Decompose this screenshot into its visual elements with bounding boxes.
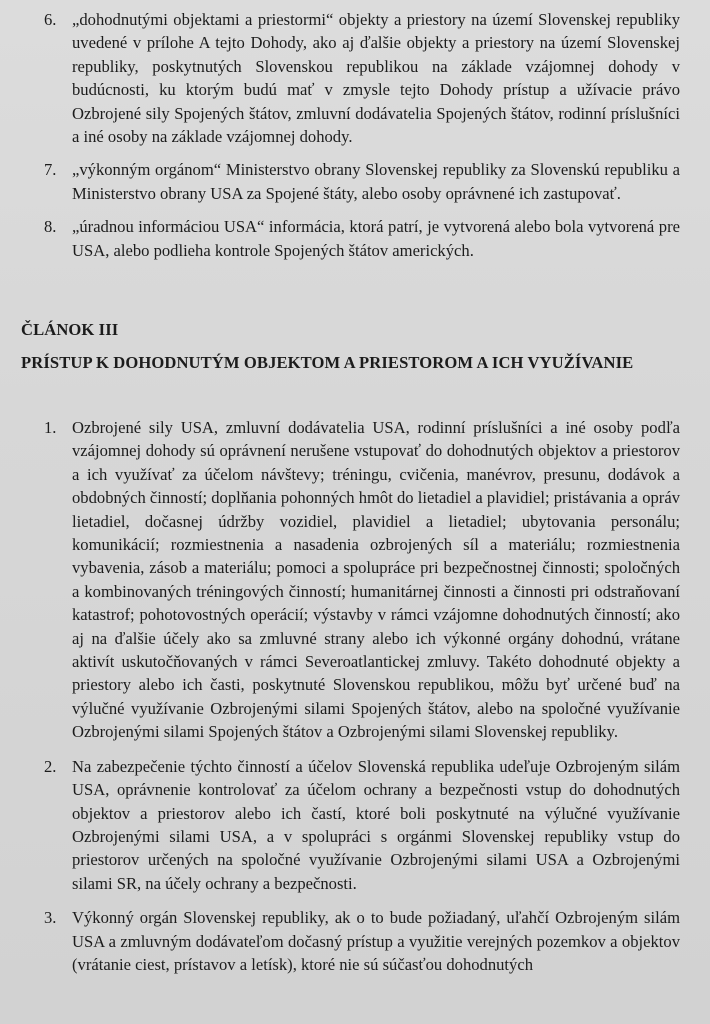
article-item-1 <box>40 416 680 744</box>
definition-item-6 <box>40 8 680 148</box>
article-item-2 <box>40 755 680 895</box>
item-number: 2. <box>44 756 57 776</box>
article-number: ČLÁNOK III <box>21 320 119 339</box>
item-text: „výkonným orgánom“ Ministerstvo obrany Slovenskej republiky za Slovenskú republiku a Ministerstvo obrany USA za Spojené štáty, alebo osoby oprávnené ich zastupovať. <box>72 160 680 203</box>
item-number: 8. <box>44 217 57 237</box>
item-number: 7. <box>44 160 57 180</box>
item-number: 1. <box>44 418 57 437</box>
item-text: Na zabezpečenie týchto činností a účelov Slovenská republika udeľuje Ozbrojeným silám USA, oprávnenie kontrolovať za účelom ochrany a bezpečnosti vstup do dohodnutých objektov a priestorov alebo ich častí, ktoré boli poskytnuté na výlučné využívanie Ozbrojenými silami USA, a v spolupráci s orgánmi Slovenskej republiky vstup do priestorov určených na spoločné využívanie Ozbrojenými silami USA a Ozbrojenými silami SR, na účely ochrany a bezpečnosti. <box>72 756 680 893</box>
article-title: PRÍSTUP K DOHODNUTÝM OBJEKTOM A PRIESTOROM A ICH VYUŽÍVANIE <box>21 353 634 372</box>
item-number: 6. <box>44 10 57 29</box>
definition-item-8 <box>40 215 680 262</box>
item-text: Ozbrojené sily USA, zmluvní dodávatelia USA, rodinní príslušníci a iné osoby podľa vzájomnej dohody sú oprávnení nerušene vstupovať do dohodnutých objektov a priestorov a ich využívať za účelom návštevy; tréningu, cvičenia, manévrov, presunu, dodávok a obdobných činností; doplňania pohonných hmôt do lietadiel a plavidiel; pristávania a opráv lietadiel, dočasnej údržby vozidiel, plavidiel a lietadiel; ubytovania personálu; komunikácií; rozmiestnenia a nasadenia ozbrojených síl a materiálu; rozmiestnenia vybavenia, zásob a materiálu; pomoci a spolupráce pri bezpečnostnej činnosti; spoločných a kombinovaných tréningových činností; humanitárnej činnosti a činnosti pri odstraňovaní katastrof; pohotovostných operácií; výstavby v rámci vzájomne dohodnutých činností; ako aj na ďalšie účely ako sa zmluvné strany alebo ich výkonné orgány dohodnú, vrátane aktivít uskutočňovaných v rámci Severoatlantickej zmluvy. Takéto dohodnuté objekty a priestory alebo ich časti, poskytnuté Slovenskou republikou, môžu byť určené buď na výlučné využívanie Ozbrojenými silami Spojených štátov, alebo na spoločné využívanie Ozbrojenými silami Spojených štátov a Ozbrojenými silami Slovenskej republiky. <box>72 418 680 742</box>
item-text: Výkonný orgán Slovenskej republiky, ak o to bude požiadaný, uľahčí Ozbrojeným silám USA a zmluvným dodávateľom dočasný prístup a využitie verejných pozemkov a objektov (vrátanie ciest, prístavov a letísk), ktoré nie sú súčasťou dohodnutých <box>72 908 680 974</box>
definition-item-7 <box>40 158 680 205</box>
article-item-3 <box>40 906 680 976</box>
item-text: „dohodnutými objektami a priestormi“ objekty a priestory na území Slovenskej republiky uvedené v prílohe A tejto Dohody, ako aj ďalšie objekty a priestory na území Slovenskej republiky, poskytnutých Slovenskou republikou na základe vzájomnej dohody v budúcnosti, ku ktorým budú mať v zmysle tejto Dohody prístup a užívacie právo Ozbrojené sily Spojených štátov, zmluvní dodávatelia Spojených štátov, rodinní príslušníci a iné osoby na základe vzájomnej dohody. <box>72 10 680 147</box>
article-items-list <box>40 416 680 976</box>
item-number: 3. <box>44 908 57 928</box>
item-text: „úradnou informáciou USA“ informácia, ktorá patrí, je vytvorená alebo bola vytvorená pre USA, alebo podlieha kontrole Spojených štátov amerických. <box>72 217 680 260</box>
definitions-list-continued <box>40 8 680 262</box>
